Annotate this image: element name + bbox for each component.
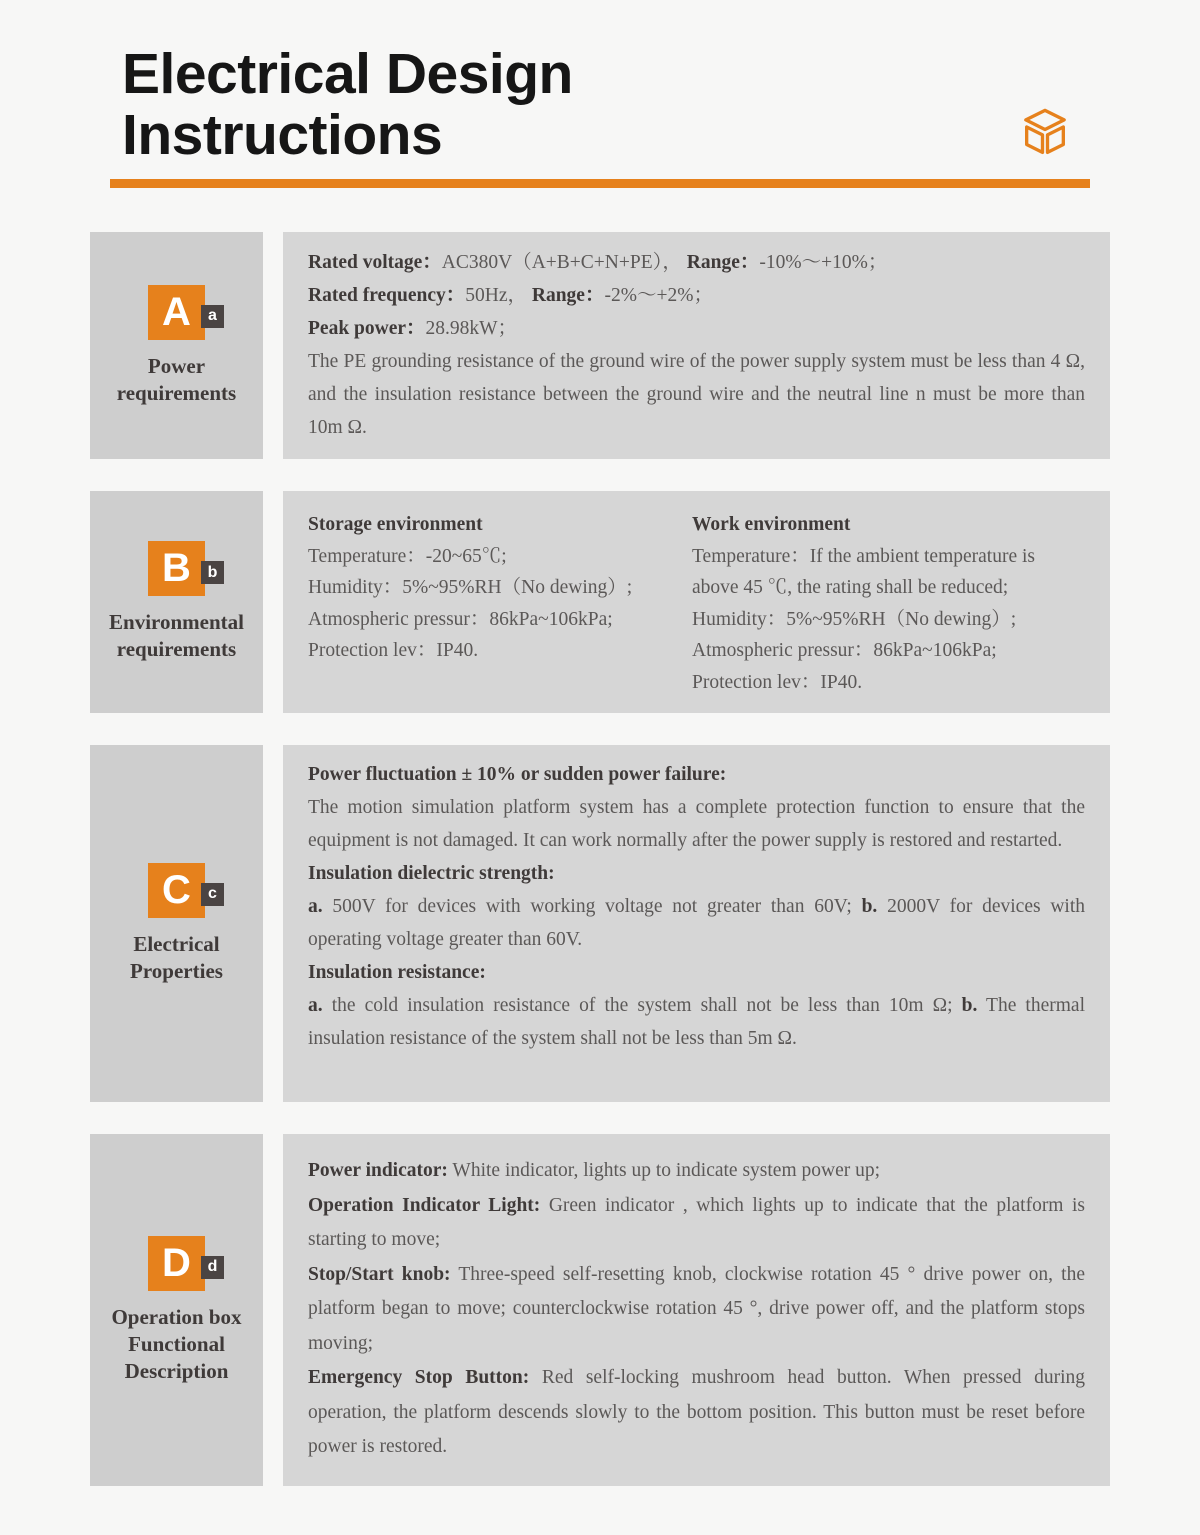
bold-text-segment: Storage environment <box>308 514 483 535</box>
text-line <box>308 345 1085 444</box>
bold-text-segment: Peak power： <box>308 318 426 339</box>
text-line <box>308 1154 1085 1189</box>
bold-text-segment: a. <box>308 896 323 917</box>
bold-text-segment: Insulation resistance: <box>308 962 486 983</box>
header <box>110 0 1090 188</box>
text-segment: Humidity：5%~95%RH（No dewing）; <box>308 577 633 598</box>
letter-badge-a <box>148 285 217 340</box>
text-segment: the cold insulation resistance of the system shall not be less than 10m Ω; <box>322 995 962 1016</box>
text-segment: Green indicator , which lights up to indicate that the platform is starting to move; <box>308 1194 1086 1250</box>
text-line <box>308 1189 1085 1258</box>
section-label-power-requirements <box>90 232 263 459</box>
text-line <box>308 1258 1085 1362</box>
text-segment: Humidity：5%~95%RH（No dewing）; <box>692 608 1017 630</box>
text-segment: The thermal insulation resistance of the system shall not be less than 5m Ω. <box>308 995 1085 1049</box>
section-content-operation-box-functional-description <box>283 1134 1110 1486</box>
bold-text-segment: Operation Indicator Light: <box>308 1194 541 1216</box>
section-electrical-properties <box>90 745 1110 1102</box>
big-letter-a: A <box>148 285 205 340</box>
section-label-environmental-requirements <box>90 491 263 713</box>
text-segment: 50Hz， <box>465 285 532 306</box>
two-column-layout <box>308 509 1085 698</box>
section-power-requirements <box>90 232 1110 459</box>
header-top <box>110 44 1090 166</box>
section-title-environmental-requirements: Environmental requirements <box>109 610 244 661</box>
small-letter-c: c <box>201 883 224 906</box>
text-line <box>308 246 1085 279</box>
bold-text-segment: Power fluctuation ± 10% or sudden power failure: <box>308 764 727 785</box>
text-line <box>308 604 692 636</box>
text-segment: Temperature：If the ambient temperature is above 45 ℃, the rating shall be reduced; <box>692 545 1035 598</box>
text-segment: The motion simulation platform system has a complete protection function to ensure that the equipment is not damaged. It can work normally after the power supply is restored and restarted. <box>308 797 1085 851</box>
text-line <box>308 572 692 604</box>
text-segment: Temperature：-20~65℃; <box>308 545 507 567</box>
big-letter-b: B <box>148 541 205 596</box>
bold-text-segment: Range： <box>531 285 605 306</box>
text-line <box>308 857 1085 890</box>
text-line <box>308 890 1085 956</box>
text-segment: Atmospheric pressur：86kPa~106kPa; <box>692 640 997 661</box>
bold-text-segment: Rated frequency： <box>308 285 466 306</box>
section-title-operation-box-functional-description: Operation box Functional Description <box>111 1304 242 1383</box>
sections-container <box>90 232 1110 1486</box>
text-segment: -2%～+2%； <box>604 285 713 306</box>
bold-text-segment: a. <box>308 995 323 1016</box>
text-line <box>308 1361 1085 1465</box>
text-segment: 2000V for devices with operating voltage greater than 60V. <box>308 896 1085 950</box>
bold-text-segment: b. <box>961 995 978 1016</box>
letter-badge-b <box>148 541 218 596</box>
bold-text-segment: Range： <box>686 252 760 273</box>
page-title <box>110 44 573 166</box>
section-label-operation-box-functional-description <box>90 1134 263 1486</box>
text-segment: The PE grounding resistance of the ground wire of the power supply system must be less than 4 Ω, and the insulation resistance between the ground wire and the neutral line n must be more than 10m Ω. <box>308 351 1085 438</box>
letter-badge-c <box>148 863 217 918</box>
page-title-line2: Instructions <box>122 103 443 167</box>
text-line <box>308 509 692 541</box>
bold-text-segment: Insulation dielectric strength: <box>308 863 555 884</box>
bold-text-segment: b. <box>861 896 878 917</box>
cube-icon <box>1020 104 1070 160</box>
text-line <box>308 956 1085 989</box>
text-segment: Protection lev：IP40. <box>692 671 863 693</box>
small-letter-b: b <box>201 561 224 584</box>
section-content-electrical-properties <box>283 745 1110 1102</box>
big-letter-d: D <box>148 1236 205 1291</box>
bold-text-segment: Power indicator: <box>308 1160 448 1181</box>
section-title-electrical-properties: Electrical Properties <box>130 931 223 983</box>
section-label-electrical-properties <box>90 745 263 1102</box>
text-line <box>692 667 1085 699</box>
small-letter-d: d <box>201 1256 224 1279</box>
big-letter-c: C <box>148 863 205 918</box>
bold-text-segment: Stop/Start knob: <box>308 1263 451 1285</box>
small-letter-a: a <box>201 305 224 328</box>
header-divider <box>110 179 1090 188</box>
page-title-line1: Electrical Design <box>122 42 573 106</box>
section-environmental-requirements <box>90 491 1110 713</box>
text-line <box>308 312 1085 345</box>
text-line <box>308 279 1085 312</box>
text-line <box>308 989 1085 1055</box>
bold-text-segment: Rated voltage： <box>308 252 442 273</box>
bold-text-segment: Work environment <box>692 514 851 535</box>
section-title-power-requirements: Power requirements <box>116 353 237 405</box>
section-content-power-requirements <box>283 232 1110 459</box>
text-segment: White indicator, lights up to indicate system power up; <box>447 1160 881 1181</box>
text-line <box>308 791 1085 857</box>
letter-badge-d <box>148 1236 218 1291</box>
text-segment: 500V for devices with working voltage not greater than 60V; <box>322 896 862 917</box>
column-2 <box>692 509 1085 698</box>
text-line <box>308 635 692 667</box>
bold-text-segment: Emergency Stop Button: <box>308 1367 530 1388</box>
text-segment: Atmospheric pressur：86kPa~106kPa; <box>308 608 613 630</box>
text-segment: AC380V（A+B+C+N+PE）， <box>441 252 687 273</box>
text-line <box>692 635 1085 667</box>
text-segment: Protection lev：IP40. <box>308 640 479 661</box>
text-segment: -10%～+10%； <box>759 252 888 273</box>
text-segment: Three-speed self-resetting knob, clockwise rotation 45 ° drive power on, the platform began to move; counterclockwise rotation 45 °, drive power off, and the platform stops moving; <box>308 1263 1085 1354</box>
section-operation-box-functional-description <box>90 1134 1110 1486</box>
text-line <box>308 541 692 573</box>
text-line <box>692 541 1085 604</box>
section-content-environmental-requirements <box>283 491 1110 713</box>
text-segment: 28.98kW； <box>425 318 518 339</box>
text-line <box>692 509 1085 541</box>
text-line <box>308 758 1085 791</box>
column-1 <box>308 509 692 698</box>
text-line <box>692 604 1085 636</box>
text-segment: Red self-locking mushroom head button. When pressed during operation, the platform descends slowly to the bottom position. This button must be reset before power is restored. <box>308 1367 1086 1457</box>
